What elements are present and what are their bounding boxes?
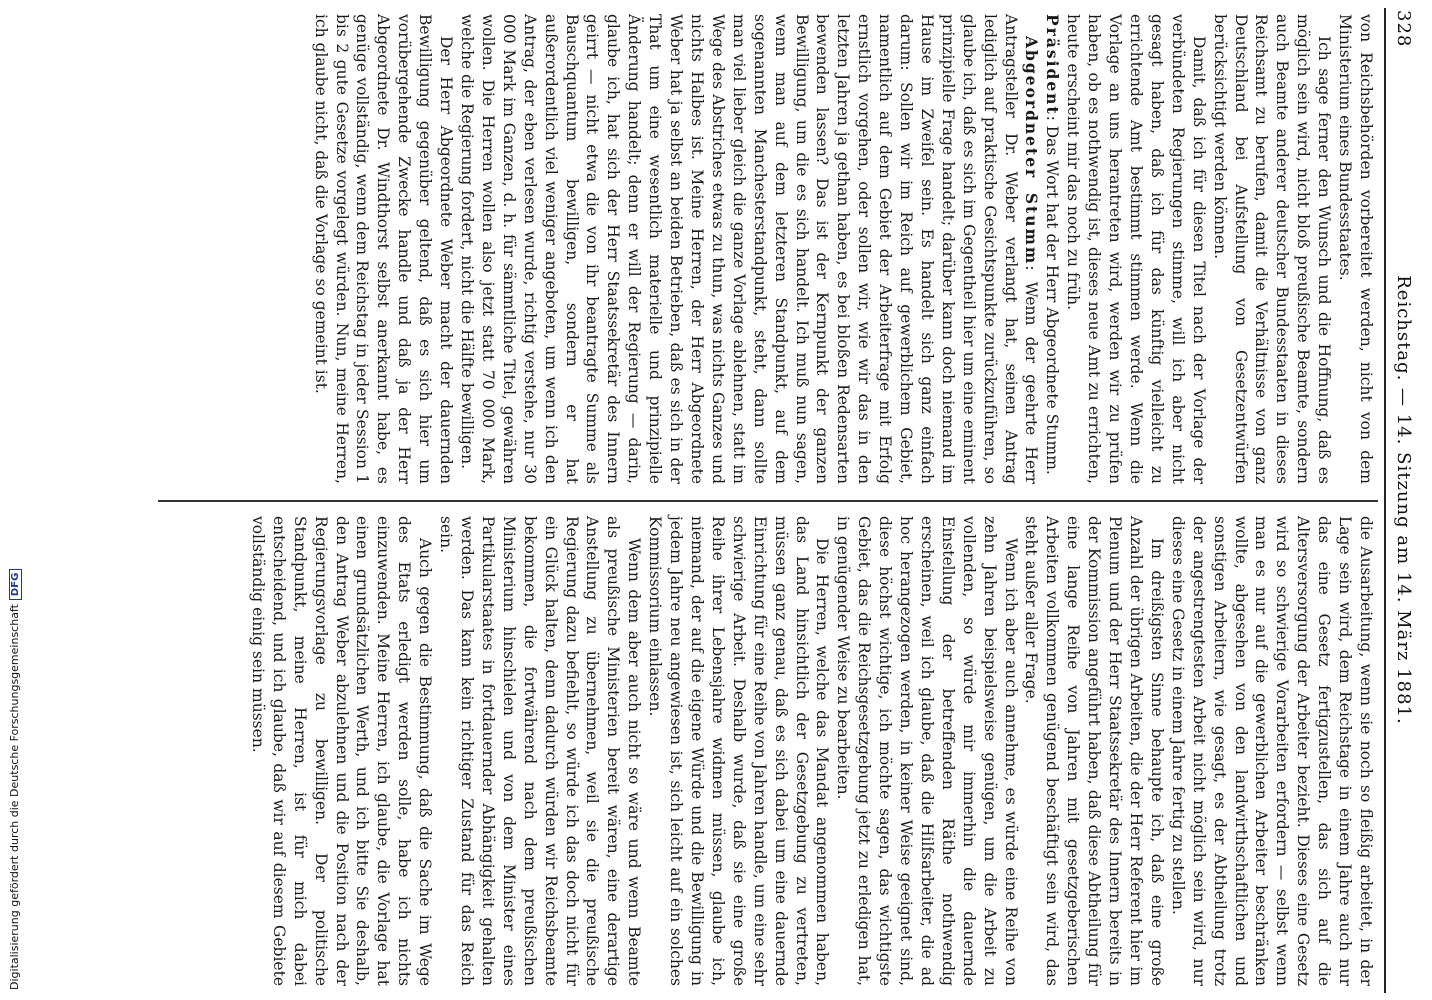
paragraph: Wenn ich aber auch annehme, es würde eine Reihe von zehn Jahren beispielsweise genügen, um die Arbeit zu vollenden, so würde mir immerhin die dauernde Einstellung der betreffenden Räthe nothwendig erscheinen, weil ich glaube, daß die Hilfsarbeiter, die ad hoc herangezogen werden, in keiner Weise geeignet sind, diese höchst wichtige, ich möchte sagen, das wichtigste Gebiet, das die Reichsgesetzgebung jetzt zu erledigen hat, in genügender Weise zu bearbeiten. (834, 516, 1020, 986)
paragraph: Wenn dem aber auch nicht so wäre und wenn Beamte als preußische Ministerien bereit wären, eine derartige Anstellung zu übernehmen, weil sie die preußische Regierung dazu befiehlt, so würde ich das doch nicht für ein Glück halten, denn dadurch würden wir Reichsbeamte bekommen, die fortwährend nach dem preußischen Ministerium hinschielen und von dem Minister eines Partikularstaates in fortdauernder Abhängigkeit gehalten werden. Das kann kein richtiger Zustand für das Reich sein. (437, 516, 644, 986)
running-header (1386, 0, 1420, 1000)
paragraph: von Reichsbehörden vorbereitet werden, nicht von dem Ministerium eines Bundesstaates. (1336, 14, 1375, 484)
right-column (247, 516, 1376, 986)
paragraph: Im dreißigsten Sinne behaupte ich, daß eine große Anzahl der übrigen Arbeiten, die der Herr Referent hier im Plenum und der Herr Staatssekretär des Innern bereits in der Kommission angeführt haben, daß diese Abtheilung für eine lange Reihe von Jahren mit gesetzgeberischen Arbeiten vollkommen genügend beschäftigt sein wird, das steht außer aller Frage. (1022, 516, 1166, 986)
paragraph: die Ausarbeitung, wenn sie noch so fleißig arbeitet, in der Lage sein wird, dem Reichstage in einem Jahre auch nur das eine Gesetz fertigzustellen, das sich auf die Altersversorgung der Arbeiter bezieht. Dieses eine Gesetz wird so schwierige Vorarbeiten erfordern — selbst wenn man es nur auf die gewerblichen Arbeiter beschränken wollte, abgesehen von den landwirthschaftlichen und sonstigen Arbeitern, wie gesagt, es der Abtheilung trotz der angestrengtesten Arbeit nicht möglich sein wird, nur dieses eine Gesetz in einem Jahre fertig zu stellen. (1168, 516, 1375, 986)
digitization-credit-strip (0, 0, 26, 1000)
dfg-logo: DFG (9, 569, 22, 600)
page-number: 328 (1393, 10, 1414, 48)
digitization-credit (8, 569, 22, 990)
header-rule (1384, 8, 1386, 993)
credit-text: Digitalisierung gefördert durch die Deutsche Forschungsgemeinschaft (8, 604, 21, 990)
paragraph: Der Herr Abgeordnete Weber macht der dauernden Bewilligung gegenüber geltend, daß es sich hier um vorübergehende Zwecke handle und daß ja der Herr Abgeordnete Dr. Windthorst selbst anerkannt habe, es genüge vollständig, wenn dem Reichstag in jeder Session 1 bis 2 gute Gesetze vorgelegt würden. Nun, meine Herren, ich glaube nicht, daß die Vorlage so gemeint ist. (311, 14, 456, 484)
paragraph: Präsident: Das Wort hat der Herr Abgeordnete Stumm. (1043, 14, 1063, 475)
paragraph: Abgeordneter Stumm: Wenn der geehrte Herr Antragsteller Dr. Weber verlangt hat, seinen Antrag lediglich auf praktische Gesichtspunkte zurückzuführen, so glaube ich, daß es sich im Gegentheil hier um eine eminent prinzipielle Frage handelt; darüber kann doch niemand im Hause im Zweifel sein. Es handelt sich ganz einfach darum: Sollen wir im Reich auf gewerblichem Gebiet, namentlich auf dem Gebiet der Arbeiterfrage mit Erfolg ernstlich vorgehen, oder sollen wir, wie wir das in den letzten Jahren ja gethan haben, es bei bloßen Redensarten bewenden lassen? Das ist der Kernpunkt der ganzen Bewilligung, um die es sich handelt. Ich muß nun sagen, wenn man auf dem letzteren Standpunkt, auf dem sogenannten Manchesterstandpunkt, steht, dann sollte man viel lieber gleich die ganze Vorlage ablehnen, statt im Wege des Abstriches etwas zu thun, was nichts Ganzes und nichts Halbes ist. Meine Herren, der Herr Abgeordnete Weber hat ja selbst an beiden Betrieben, daß es sich in der That um eine wesentlich materielle und prinzipielle Änderung handelt; denn er will der Regierung — darin, glaube ich, hat sich der Herr Staatssekretär des Innern geirrt — nicht etwa die von ihr beantragte Summe als Bauschquantum bewilligen, sondern er hat außerordentlich viel weniger angeboten, um wenn ich den Antrag, der eben verlesen wurde, richtig verstehe, nur 30 000 Mark im Ganzen, d. h. für sämmtliche Titel, gewähren wollen. Die Herren wollen also jetzt statt 70 000 Mark, welche die Regierung fordert, nicht die Hälfte bewilligen. (458, 14, 1042, 485)
paragraph: Damit, daß ich für diesen Titel nach der Vorlage der verbündeten Regierungen stimme, will ich aber nicht gesagt haben, daß ich für das künftig vielleicht zu errichtende Amt bestimmt stimmen werde. Wenn die Vorlage an uns herantreten wird, werden wir zu prüfen haben, ob es nothwendig ist, dieses neue Amt zu errichten, heute erscheint mir das noch zu früh. (1064, 14, 1208, 484)
column-divider (158, 500, 1378, 502)
left-column (310, 14, 1376, 484)
paragraph: Ich sage ferner den Wunsch und die Hoffnung, daß es möglich sein wird, nicht bloß preußische Beamte, sondern auch Beamte anderer deutscher Bundesstaaten in dieses Reichsamt zu berufen, damit die Verhältnisse von ganz Deutschland bei Aufstellung von Gesetzentwürfen berücksichtigt werden können. (1210, 14, 1334, 484)
rotated-page-content (110, 0, 1420, 1000)
paragraph: Die Herren, welche das Mandat angenommen haben, das Land hinsichtlich der Gesetzgebung zu vertreten, müssen ganz genau, daß es sich dabei um eine dauernde Einrichtung für eine Reihe von Jahren handle, um eine sehr schwierige Arbeit. Deshalb wurde, daß sie eine große Reihe ihrer Lebensjahre widmen müssen, glaube ich, niemand, der auf die eigene Würde und die Bewilligung in jedem Jahre neu angewiesen ist, sich leicht auf ein solches Kommissorium einlassen. (646, 516, 832, 986)
paragraph: Auch gegen die Bestimmung, daß die Sache im Wege des Etats erledigt werden solle, habe ich nichts einzuwenden. Meine Herren, ich glaube, die Vorlage hat einen grundsätzlichen Werth, und ich bitte Sie deshalb, den Antrag Weber abzulehnen und die Position nach der Regierungsvorlage zu bewilligen. Der politische Standpunkt, meine Herren, ist für mich dabei entscheidend, und ich glaube, daß wir auf diesem Gebiete vollständig einig sein müssen. (248, 516, 435, 986)
speaker-name: Abgeordneter Stumm (1022, 36, 1042, 266)
speaker-name: Präsident (1043, 14, 1063, 116)
running-title: Reichstag. — 14. Sitzung am 14. März 1881. (1393, 275, 1414, 725)
